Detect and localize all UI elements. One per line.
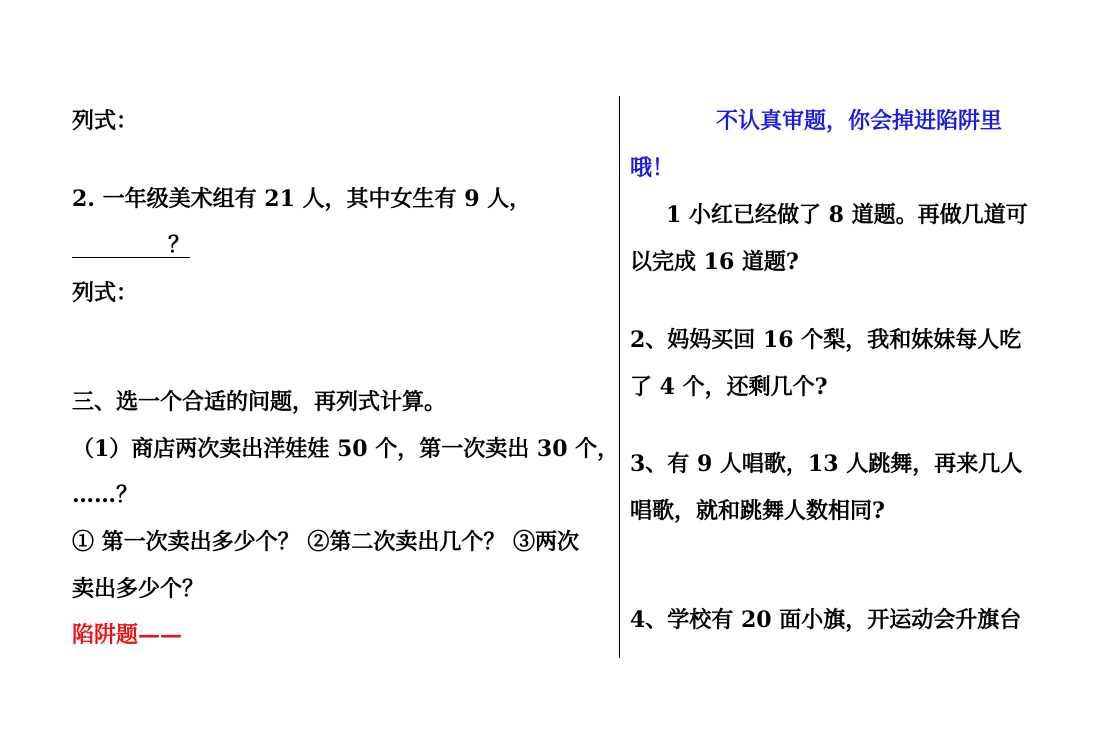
right-question-4-line-1: 4、学校有 20 面小旗，开运动会升旗台 — [630, 607, 1022, 633]
warning-line-1: 不认真审题，你会掉进陷阱里 — [716, 108, 1003, 134]
section-3-title: 三、选一个合适的问题，再列式计算。 — [72, 389, 447, 415]
problem-1-line-1: （1）商店两次卖出洋娃娃 50 个，第一次卖出 30 个， — [72, 436, 620, 462]
formula-label-2: 列式： — [72, 280, 139, 306]
right-question-2-line-2: 了 4 个，还剩几个? — [630, 374, 828, 400]
right-question-1-line-1: 1 小红已经做了 8 道题。再做几道可 — [666, 202, 1028, 228]
blank-question-mark: ？ — [72, 233, 190, 258]
right-question-2-line-1: 2、妈妈买回 16 个梨，我和妹妹每人吃 — [630, 327, 1022, 353]
column-divider — [619, 96, 620, 658]
question-2-text: 2. 一年级美术组有 21 人，其中女生有 9 人， — [72, 186, 532, 212]
right-question-1-line-2: 以完成 16 道题? — [630, 249, 799, 275]
problem-1-line-2: ……？ — [72, 482, 139, 508]
right-question-3-line-1: 3、有 9 人唱歌，13 人跳舞，再来几人 — [630, 451, 1023, 477]
warning-line-2: 哦！ — [630, 155, 675, 181]
answer-blank — [72, 230, 190, 260]
trap-title: 陷阱题—— — [72, 622, 183, 648]
options-line-2: 卖出多少个？ — [72, 576, 205, 602]
formula-label-1: 列式： — [72, 108, 139, 134]
options-line-1: ① 第一次卖出多少个？ ②第二次卖出几个？ ③两次 — [72, 529, 579, 555]
right-question-3-line-2: 唱歌，就和跳舞人数相同? — [630, 498, 885, 524]
